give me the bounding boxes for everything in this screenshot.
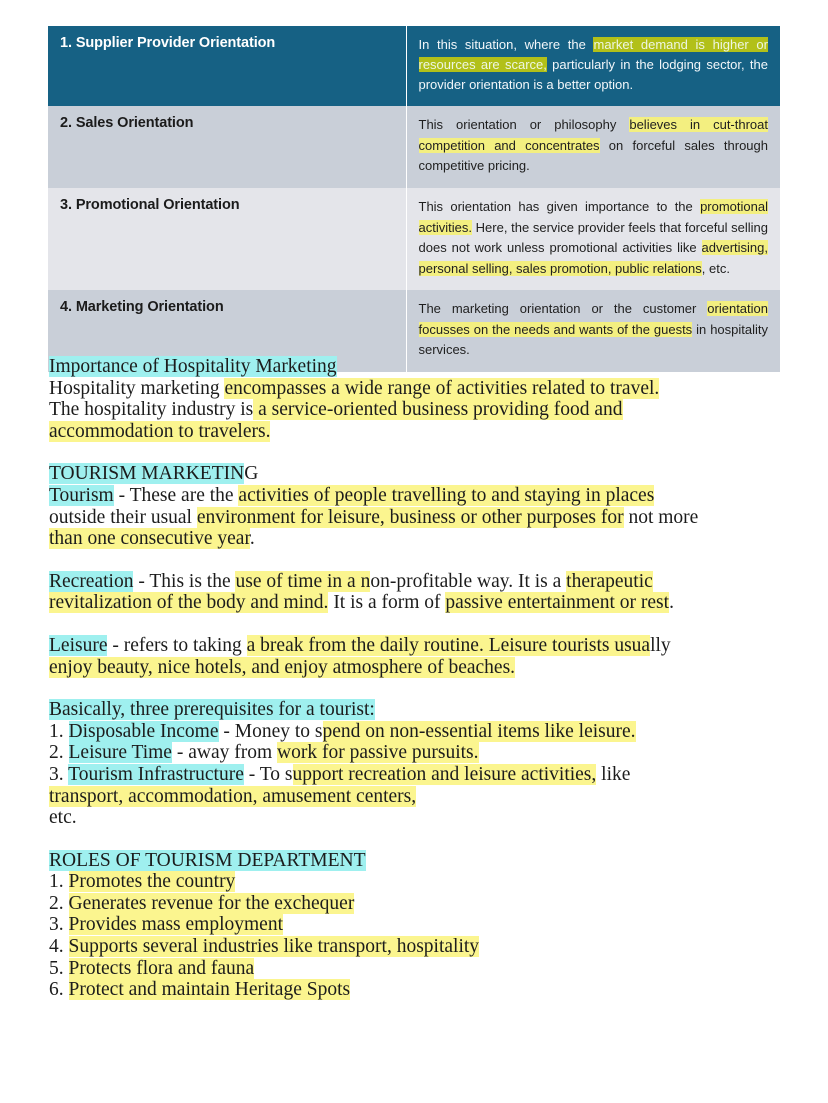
text-run: - These are the — [113, 484, 239, 506]
highlight-cyan: Leisure Time — [68, 742, 172, 764]
highlight-yellow: use of time in a n — [235, 570, 371, 592]
highlight-cyan: Importance of Hospitality Marketing — [49, 356, 337, 377]
highlight-cyan: ROLES OF TOURISM DEPARTMENT — [49, 849, 366, 871]
text-line — [49, 378, 794, 400]
text-line — [49, 914, 794, 936]
table-row — [48, 188, 780, 290]
highlight-yellow: work for passive pursuits. — [277, 742, 479, 764]
text-line — [49, 399, 794, 421]
text-line — [49, 657, 794, 679]
paragraph-tourism-marketing — [49, 463, 794, 549]
text-line — [49, 871, 794, 893]
text-line — [49, 893, 794, 915]
highlight-yellow: market demand is higher or resources are scarce, — [418, 37, 768, 73]
text-line — [49, 507, 794, 529]
orientation-table — [48, 26, 780, 372]
text-line — [49, 699, 794, 721]
paragraph-importance-of-hospitality-marketing — [49, 356, 794, 442]
text-line — [49, 742, 794, 764]
highlight-yellow: Generates revenue for the exchequer — [68, 892, 355, 914]
text-run: The marketing orientation or the customer — [418, 301, 708, 317]
text-run: on-profitable way. It is a — [370, 570, 567, 592]
text-line — [49, 979, 794, 1001]
text-run: 1. — [49, 871, 69, 893]
highlight-cyan: Tourism Infrastructure — [68, 763, 244, 785]
text-run: Hospitality marketing — [49, 377, 225, 399]
text-run: 3. — [49, 914, 69, 936]
text-line — [49, 786, 794, 808]
text-run: particularly in the lodging sector, the provider orientation is a better option. — [418, 57, 768, 93]
text-run: It is a form of — [328, 592, 446, 614]
text-run: in hospitality services. — [418, 321, 769, 358]
text-line — [49, 936, 794, 958]
text-line — [49, 764, 794, 786]
table-cell-label-3: 3. Promotional Orientation — [48, 188, 406, 290]
table-cell-description-1 — [406, 26, 780, 106]
table-cell-description-3 — [406, 188, 780, 290]
highlight-yellow: upport recreation and leisure activities, — [292, 763, 597, 785]
highlight-yellow: accommodation to travelers. — [49, 420, 271, 442]
highlight-yellow: Provides mass employment — [68, 914, 283, 936]
text-line — [49, 485, 794, 507]
text-line — [49, 958, 794, 980]
highlight-yellow: orientation focusses on the needs and wants of the guests — [418, 301, 768, 337]
highlight-yellow: advertising, personal selling, sales promotion, public relations — [418, 240, 768, 276]
text-run: outside their usual — [49, 506, 197, 528]
text-run: This orientation or philosophy — [418, 117, 630, 133]
table-row — [48, 106, 780, 188]
text-run: The hospitality industry is — [49, 399, 254, 421]
text-run: 2. — [49, 892, 69, 914]
text-run: not more — [623, 506, 699, 528]
highlight-yellow: environment for leisure, business or other purposes for — [196, 506, 624, 528]
text-run: etc. — [49, 807, 77, 829]
table-row — [48, 26, 780, 106]
text-run: , etc. — [701, 260, 730, 276]
text-run: - Money to s — [218, 720, 323, 742]
text-line — [49, 421, 794, 443]
text-run: In this situation, where the — [418, 37, 594, 52]
highlight-cyan: TOURISM MARKETIN — [49, 463, 245, 485]
table-cell-label-4: 4. Marketing Orientation — [48, 290, 406, 372]
highlight-yellow: enjoy beauty, nice hotels, and enjoy atmosphere of beaches. — [49, 656, 516, 678]
text-run: - To s — [243, 763, 293, 785]
highlight-yellow: than one consecutive year — [49, 528, 250, 550]
text-run: - refers to taking — [107, 634, 247, 656]
highlight-cyan: Disposable Income — [68, 720, 219, 742]
table-cell-label-2: 2. Sales Orientation — [48, 106, 406, 188]
text-run: 2. — [49, 742, 69, 764]
highlight-yellow: encompasses a wide range of activities related to travel. — [224, 377, 660, 399]
paragraph-leisure — [49, 635, 794, 678]
text-run: Here, the service provider feels that forceful selling does not work unless promotional activities like — [418, 219, 768, 256]
text-line — [49, 635, 794, 657]
paragraph-prerequisites-for-a-tourist — [49, 699, 794, 829]
text-run: 5. — [49, 957, 69, 979]
highlight-yellow: passive entertainment or rest — [445, 592, 670, 614]
highlight-yellow: therapeutic — [566, 570, 653, 592]
text-line — [49, 528, 794, 550]
highlight-yellow: a break from the daily routine. L — [246, 634, 501, 656]
highlight-cyan: Tourism — [49, 484, 114, 506]
highlight-yellow: believes in cut-throat competition and concentrates — [418, 117, 768, 153]
highlight-yellow: eisure tourists usua — [500, 634, 651, 656]
highlight-yellow: Promotes the country — [68, 871, 236, 893]
table-cell-description-2 — [406, 106, 780, 188]
text-line — [49, 721, 794, 743]
text-line — [49, 807, 794, 829]
text-run: - This is the — [133, 570, 236, 592]
highlight-yellow: revitalization of the body and mind. — [49, 592, 329, 614]
text-line — [49, 356, 794, 378]
document-body — [49, 356, 794, 1001]
text-line — [49, 850, 794, 872]
text-line — [49, 571, 794, 593]
highlight-yellow: Supports several industries like transport, hospitality — [68, 936, 480, 958]
text-run: 3. — [49, 763, 69, 785]
text-line — [49, 592, 794, 614]
highlight-cyan: Basically, three prerequisites for a tourist: — [49, 699, 375, 721]
highlight-yellow: promotional activities. — [418, 199, 768, 235]
text-run: . — [249, 528, 255, 550]
highlight-cyan: Leisure — [49, 634, 108, 656]
table-body — [48, 26, 780, 372]
text-run: This orientation has given importance to the — [418, 199, 701, 215]
text-run: like — [596, 763, 631, 785]
text-run: 1. — [49, 720, 69, 742]
text-run: 6. — [49, 979, 69, 1001]
highlight-yellow: a service-oriented business providing food and — [253, 399, 623, 421]
text-line — [49, 463, 794, 485]
text-run: G — [244, 463, 259, 485]
table-cell-label-1: 1. Supplier Provider Orientation — [48, 26, 406, 106]
text-run: 4. — [49, 936, 69, 958]
highlight-yellow: pend on non-essential items like leisure. — [322, 720, 636, 742]
text-run: on forceful sales through competitive pricing. — [418, 137, 768, 174]
paragraph-recreation — [49, 571, 794, 614]
text-run: - away from — [171, 742, 278, 764]
paragraph-roles-of-tourism-department — [49, 850, 794, 1001]
highlight-yellow: Protect and maintain Heritage Spots — [68, 979, 351, 1001]
highlight-yellow: activities of people travelling to and staying in places — [238, 484, 655, 506]
highlight-yellow: transport, accommodation, amusement centers, — [49, 785, 417, 807]
text-run: . — [669, 592, 674, 614]
highlight-cyan: Recreation — [49, 570, 134, 592]
text-run: lly — [650, 634, 671, 656]
highlight-yellow: Protects flora and fauna — [68, 957, 255, 979]
